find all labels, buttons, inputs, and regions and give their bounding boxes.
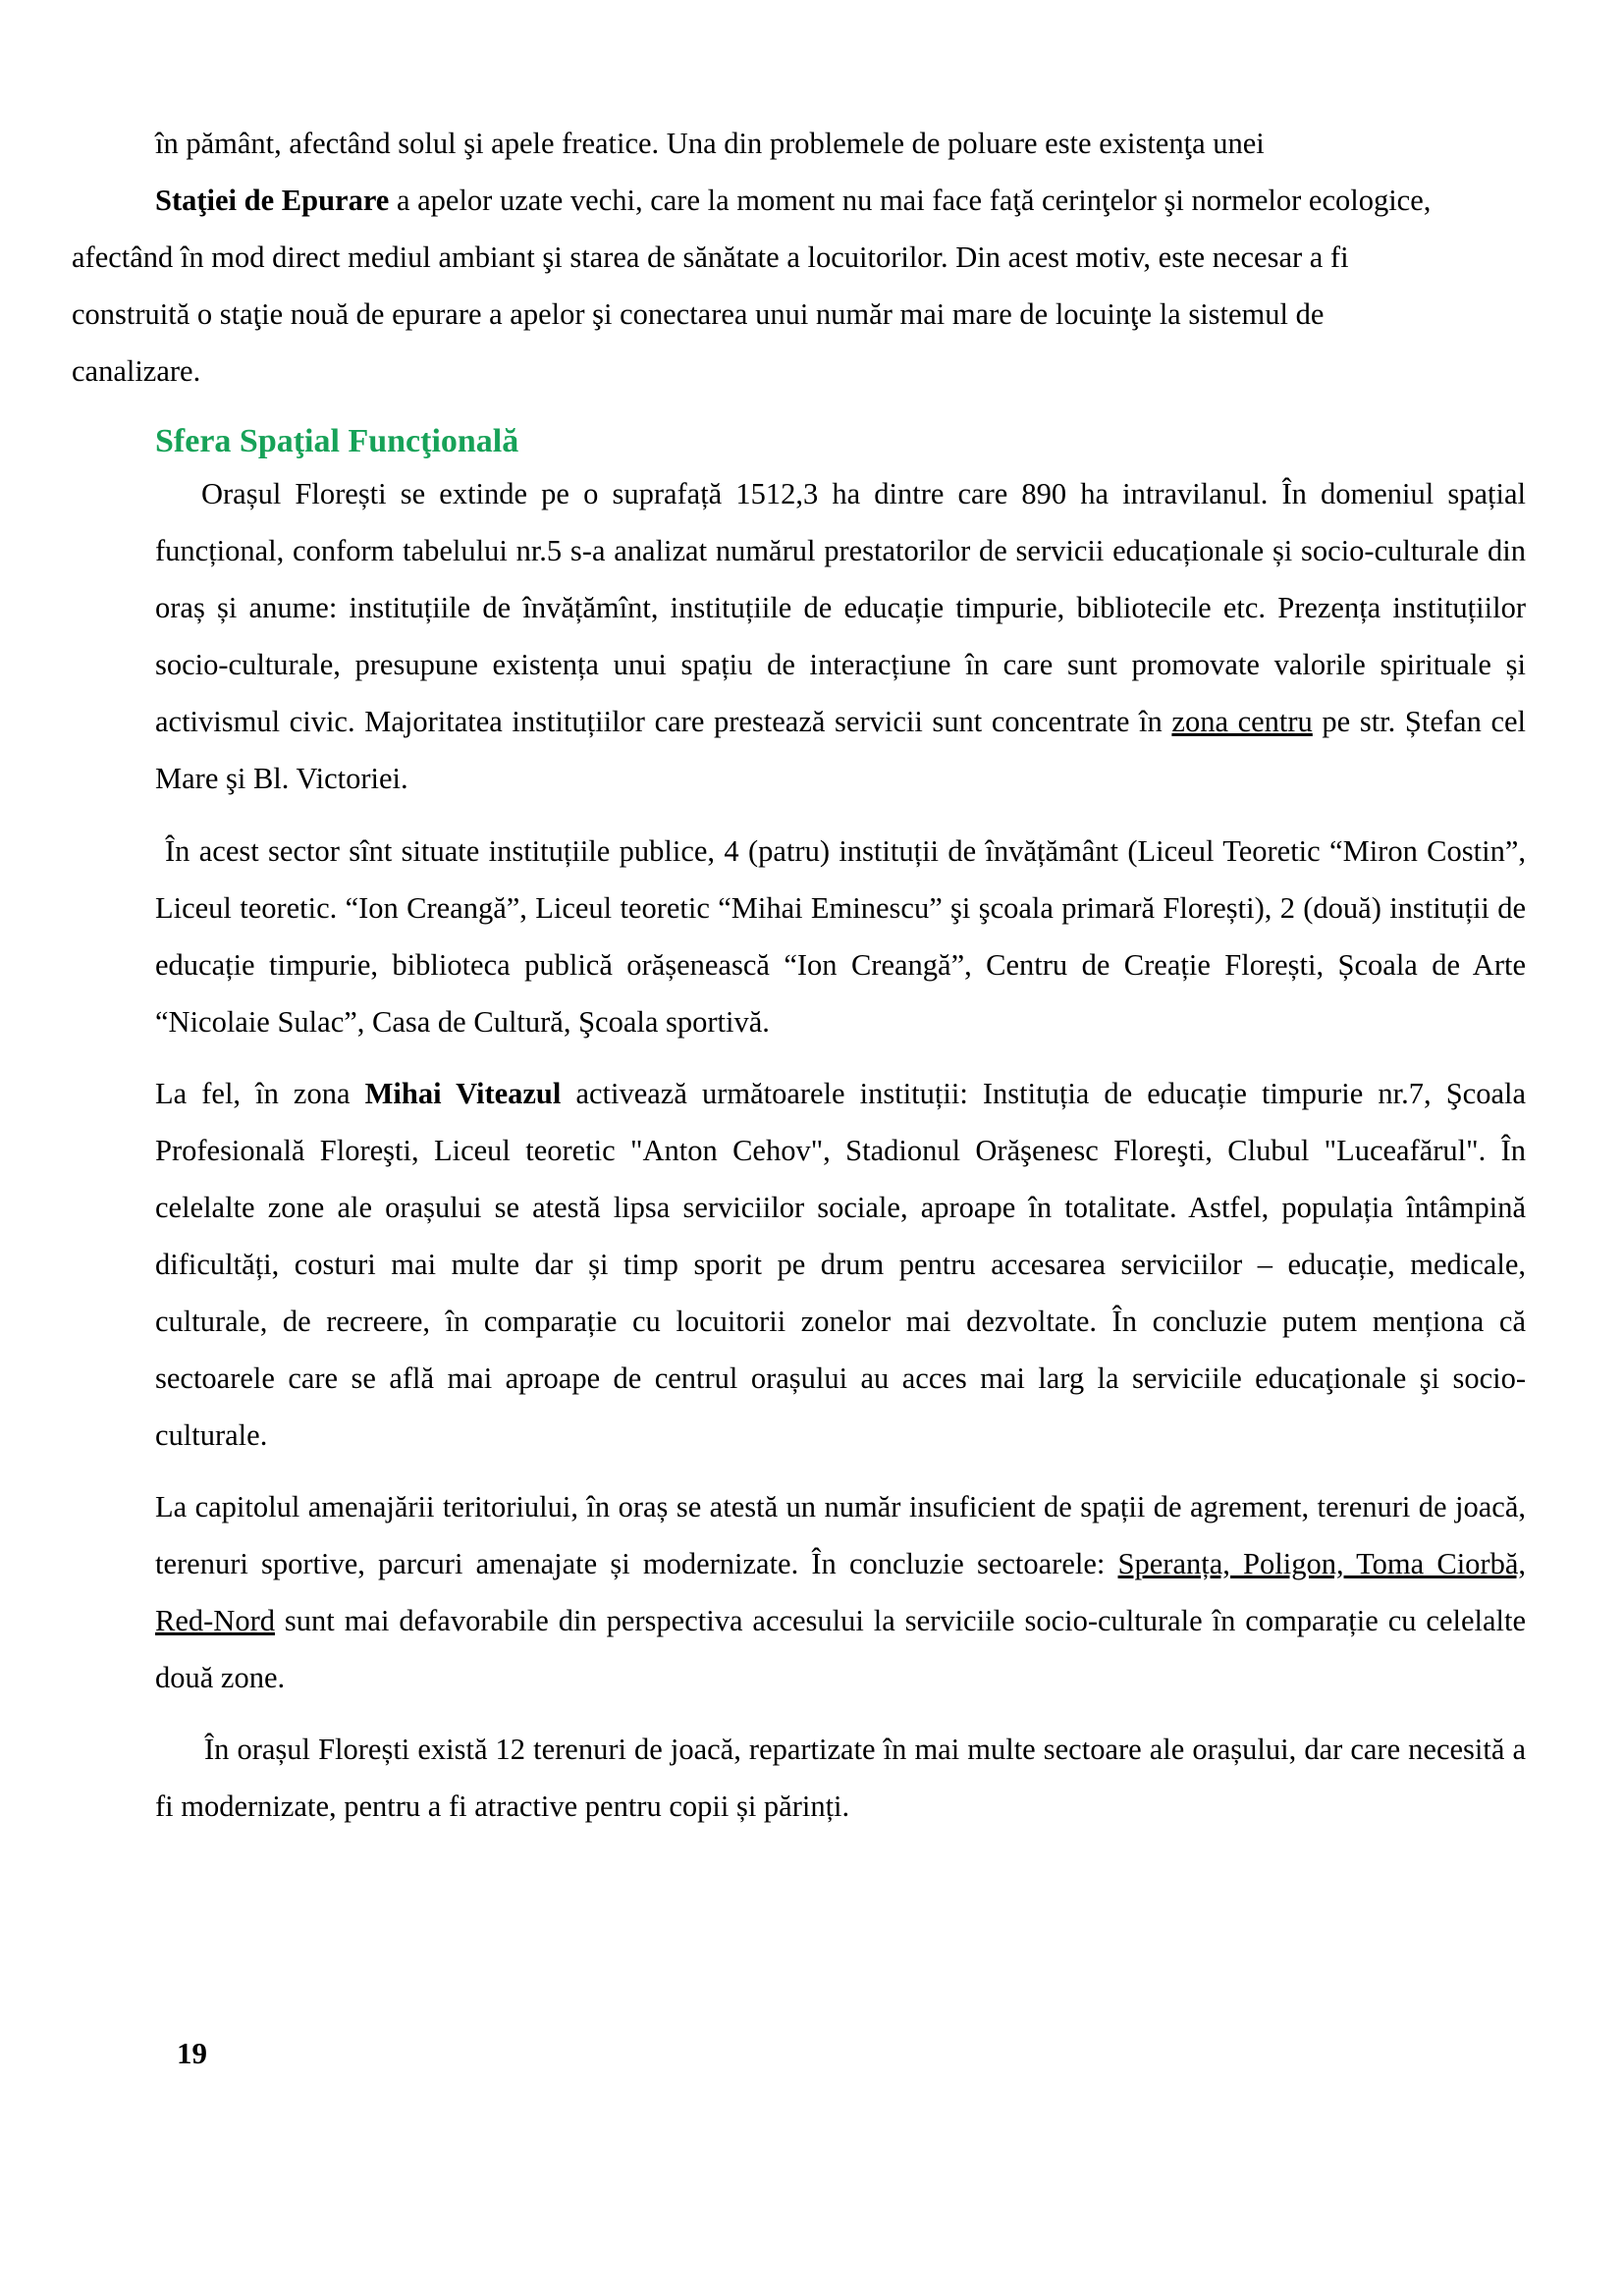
text-run: Orașul Florești se extinde pe o suprafață 1512,3 ha dintre care 890 ha intravilanul. În domeniul spațial funcțional, conform tabelului nr.5 s-a analizat numărul prestatorilor de servicii educaționale și socio-culturale din oraș și anume: instituțiile de învățămînt, instituțiile de educație timpurie, bibliotecile etc. Prezența instituțiilor socio-culturale, presupune existența unui spațiu de interacțiune în care sunt promovate valorile spirituale și activismul civic. Majoritatea instituțiilor care prestează servicii sunt concentrate în (155, 477, 1526, 738)
paragraph-pollution-intro (155, 115, 1569, 229)
paragraph-playgrounds (155, 1721, 1526, 1835)
text-line (72, 343, 1505, 400)
paragraph-mihai-viteazul-zone (155, 1065, 1526, 1464)
text-run: în pământ, afectând solul şi apele freatice. Una din problemele de poluare este existenţa unei (155, 127, 1265, 160)
text-run: sunt mai defavorabile din perspectiva accesului la serviciile socio-culturale în comparație cu celelalte două zone. (155, 1604, 1526, 1694)
text-run: activează următoarele instituții: Instituția de educație timpurie nr.7, Şcoala Profesională Floreşti, Liceul teoretic "Anton Cehov", Stadionul Orăşenesc Floreşti, Clubul "Luceafărul". În celelalte zone ale orașului se atestă lipsa serviciilor sociale, aproape în totalitate. Astfel, populația întâmpină dificultăți, costuri mai multe dar și timp sporit pe drum pentru accesarea serviciilor – educație, medicale, culturale, de recreere, în comparație cu locuitorii zonelor mai dezvoltate. În concluzie putem menționa că sectoarele care se află mai aproape de centrul orașului au acces mai larg la serviciile educaţionale şi socio-culturale. (155, 1077, 1526, 1452)
text-run: La fel, în zona (155, 1077, 365, 1110)
paragraph-territory-planning (155, 1478, 1526, 1706)
underlined-text-run: zona centru (1171, 705, 1313, 738)
text-line (72, 229, 1505, 286)
paragraph-central-sector-institutions (155, 823, 1526, 1050)
paragraph-spatial-functional-overview (155, 465, 1526, 807)
text-run: construită o staţie nouă de epurare a apelor şi conectarea unui număr mai mare de locuinţe la sistemul de (72, 297, 1325, 331)
text-run: canalizare. (72, 354, 201, 388)
text-run: pe str. Ștefan cel Mare şi Bl. Victoriei. (155, 705, 1526, 795)
bold-text-run: Staţiei de Epurare (155, 184, 390, 217)
text-run: afectând în mod direct mediul ambiant şi starea de sănătate a locuitorilor. Din acest motiv, este necesar a fi (72, 240, 1349, 274)
text-run: La capitolul amenajării teritoriului, în oraș se atestă un număr insuficient de spații de agrement, terenuri de joacă, terenuri sportive, parcuri amenajate și modernizate. În concluzie sectoarele: (155, 1490, 1526, 1580)
text-run: În acest sector sînt situate instituțiile publice, 4 (patru) instituții de învățământ (Liceul Teoretic “Miron Costin”, Liceul teoretic. “Ion Creangă”, Liceul teoretic “Mihai Eminescu” şi şcoala primară Florești), 2 (două) instituții de educație timpurie, biblioteca publică orășenească “Ion Creangă”, Centru de Creație Florești, Școala de Arte “Nicolaie Sulac”, Casa de Cultură, Şcoala sportivă. (155, 834, 1526, 1039)
page-number: 19 (177, 2036, 207, 2070)
paragraph-pollution-continuation (72, 229, 1505, 400)
bold-text-run: Mihai Viteazul (364, 1077, 562, 1110)
text-line (155, 115, 1569, 172)
section-heading: Sfera Spaţial Funcţională (155, 423, 519, 459)
text-line (155, 172, 1569, 229)
text-run: a apelor uzate vechi, care la moment nu mai face faţă cerinţelor şi normelor ecologice, (389, 184, 1432, 217)
underlined-text-run: Speranța, Poligon, Toma Ciorbă, Red-Nord (155, 1547, 1526, 1637)
text-run: În orașul Florești există 12 terenuri de joacă, repartizate în mai multe sectoare ale orașului, dar care necesită a fi modernizate, pentru a fi atractive pentru copii și părinți. (155, 1733, 1526, 1823)
text-line (72, 286, 1505, 343)
